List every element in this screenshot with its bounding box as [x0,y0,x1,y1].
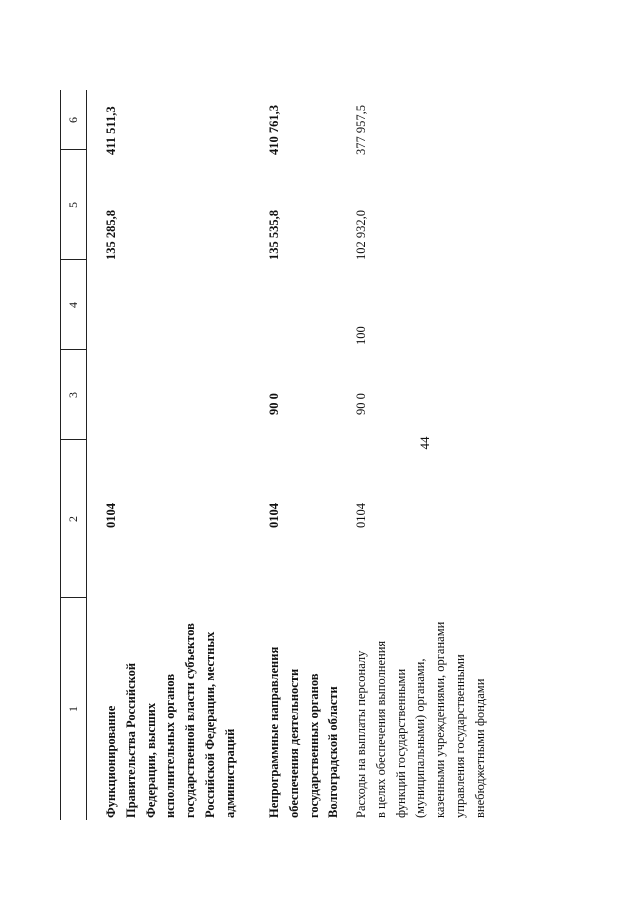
budget-table [60,90,610,820]
row-amount-1: 135 285,8 [104,210,118,260]
row-name-line: в целях обеспечения выполнения [373,640,388,818]
header-col-1: 1 [66,706,80,712]
row-amount-2: 410 761,3 [267,105,281,155]
header-divider [60,149,86,150]
row-name-line: обеспечения деятельности [286,668,301,818]
table-header-border [86,90,87,820]
row-expense-type: 100 [354,326,368,345]
row-name-line: внебюджетными фондами [472,678,487,818]
row-name-line: исполнительных органов [163,673,178,818]
header-divider [60,259,86,260]
row-amount-2: 411 511,3 [104,106,118,155]
budget-table-rotated [60,90,610,820]
row-target-code: 90 0 [267,393,281,415]
row-name-line: функций государственными [393,668,408,818]
row-section-code: 0104 [104,503,118,528]
row-target-code: 90 0 [354,393,368,415]
row-name-line: государственной власти субъектов [183,623,198,818]
row-name [265,580,344,820]
row-name-line: Расходы на выплаты персоналу [354,650,368,818]
row-name-line: Федерации, высших [143,702,158,818]
row-name-line: Непрограммные направления [267,646,281,818]
row-name-line: Функционирование [104,705,118,818]
header-col-2: 2 [66,516,80,522]
page-number: 44 [417,436,432,450]
row-name-line: казенными учреждениями, органами [433,621,448,818]
header-col-5: 5 [66,202,80,208]
row-name [352,580,491,820]
row-amount-1: 102 932,0 [354,210,368,260]
row-amount-2: 377 957,5 [354,105,368,155]
row-name-line: государственных органов [306,673,321,818]
row-section-code: 0104 [267,503,281,528]
row-name-line: администраций [222,728,237,818]
header-divider [60,597,86,598]
header-col-6: 6 [66,117,80,123]
row-section-code: 0104 [354,503,368,528]
row-name-line: Правительства Российской [123,662,138,818]
header-divider [60,439,86,440]
row-name-line: Волгоградской области [326,686,341,818]
header-divider [60,349,86,350]
row-amount-1: 135 535,8 [267,210,281,260]
header-col-3: 3 [66,392,80,398]
row-name [102,580,241,820]
row-name-line: (муниципальными) органами, [413,658,428,818]
header-col-4: 4 [66,302,80,308]
row-name-line: Российской Федерации, местных [202,631,217,818]
table-header-row [60,90,86,820]
row-name-line: управления государственными [452,654,467,818]
